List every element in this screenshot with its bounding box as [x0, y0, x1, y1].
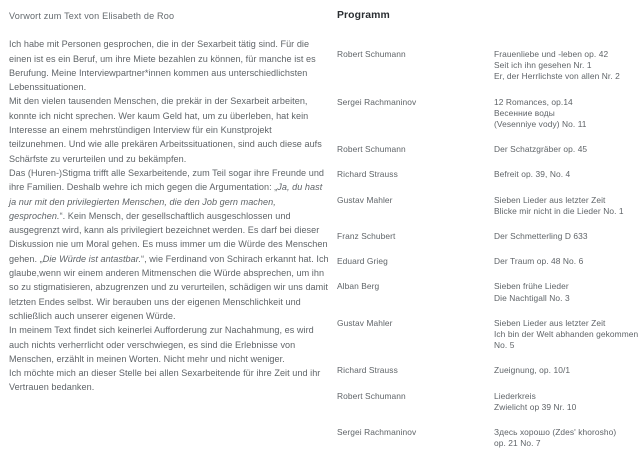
programm-column — [337, 9, 639, 463]
programm-composer: Robert Schumann — [337, 144, 406, 155]
programm-work-line: Sieben frühe Lieder — [494, 281, 569, 292]
programm-composer: Richard Strauss — [337, 169, 398, 180]
programm-composer: Richard Strauss — [337, 365, 398, 376]
programm-entry — [337, 427, 633, 449]
programm-work-line: 12 Romances, op.14 — [494, 96, 573, 107]
programm-works — [494, 427, 633, 449]
vorwort-text-run: “. Kein Mensch, der gesellschaftlich ausgeschlossen und ausgegrenzt wird, kann als privilegiert bezeichnet werden. Es darf bei dieser Diskussion nie um Moral gehen. Es muss immer um die Würde des Menschen gehen. „ — [9, 210, 328, 264]
programm-work-line: Здесь хорошо (Zdes' khorosho) — [494, 427, 617, 438]
programm-work-line: Der Schmetterling D 633 — [494, 231, 588, 242]
programm-work-line: Весенние воды — [494, 107, 555, 118]
programm-composer: Robert Schumann — [337, 49, 406, 59]
programm-work-line: Befreit op. 39, No. 4 — [494, 169, 571, 180]
programm-works — [494, 256, 633, 267]
programm-list — [337, 49, 639, 449]
programm-work-line: Sieben Lieder aus letzter Zeit — [494, 317, 606, 328]
programm-entry — [337, 169, 633, 180]
programm-works — [494, 97, 633, 131]
programm-composer: Sergei Rachmaninov — [337, 96, 417, 107]
programm-work-line: Sieben Lieder aus letzter Zeit — [494, 194, 606, 205]
programm-composer: Gustav Mahler — [337, 194, 393, 205]
programm-work-line: Der Traum op. 48 No. 6 — [494, 256, 584, 267]
programm-heading: Programm — [337, 10, 390, 21]
programm-works — [494, 144, 633, 155]
programm-entry — [337, 144, 633, 155]
programm-composer: Sergei Rachmaninov — [337, 427, 417, 438]
programm-entry — [337, 97, 633, 131]
programm-work-line: Die Nachtigall No. 3 — [494, 292, 570, 303]
vorwort-paragraph — [9, 366, 331, 395]
programm-works — [494, 281, 633, 303]
programm-works — [494, 231, 633, 242]
programm-composer: Gustav Mahler — [337, 317, 393, 328]
programm-entry — [337, 256, 633, 267]
vorwort-text-run: Mit den vielen tausenden Menschen, die prekär in der Sexarbeit arbeiten, konnte ich nicht sprechen. Wer kaum Geld hat, um zu überleben, hat kein Interesse an einem mehrstündigen Interview für ein Kunstprojekt teilzunehmen. Und wie alle prekären Arbeitssituationen, sind auch diese aufs Schärfste zu verurteilen und zu bekämpfen. — [9, 96, 322, 164]
programm-entry — [337, 195, 633, 217]
programm-work-line: Zueignung, op. 10/1 — [494, 365, 571, 376]
vorwort-column — [9, 9, 331, 395]
programm-works — [494, 391, 633, 413]
vorwort-text-run: Das (Huren-)Stigma trifft alle Sexarbeitende, zum Teil sogar ihre Freunde und ihre Familien. Deshalb wehre ich mich gegen die Argumentation: „ — [9, 167, 325, 193]
vorwort-quote-italic: Die Würde ist antastbar. — [42, 253, 142, 264]
programm-work-line: Der Schatzgräber op. 45 — [494, 144, 588, 155]
programm-work-line: Er, der Herrlichste von allen Nr. 2 — [494, 71, 620, 82]
programm-entry — [337, 391, 633, 413]
programm-composer: Franz Schubert — [337, 231, 396, 242]
programm-entry — [337, 281, 633, 303]
programm-works — [494, 169, 633, 180]
vorwort-body — [9, 37, 331, 394]
programm-entry — [337, 231, 633, 242]
programm-composer: Alban Berg — [337, 281, 380, 292]
programm-composer: Robert Schumann — [337, 390, 406, 401]
vorwort-paragraph — [9, 37, 331, 94]
programm-work-line: No. 5 — [494, 340, 515, 351]
programm-entry — [337, 49, 633, 83]
programm-work-line: Zwielicht op 39 Nr. 10 — [494, 401, 577, 412]
vorwort-text-run: Ich möchte mich an dieser Stelle bei allen Sexarbeitende für ihre Zeit und ihr Vertrauen bedanken. — [9, 368, 321, 393]
programm-work-line: Liederkreis — [494, 390, 536, 401]
vorwort-paragraph — [9, 166, 331, 323]
vorwort-text-run: “, wie Ferdinand von Schirach erkannt hat. Ich glaube,wenn wir einem anderen Mitmenschen die Würde absprechen, um ihn so zu stigmatisieren, abzugrenzen und zu verurteilen, schädigen wir uns damit letzten Endes selbst. Wir berauben uns der eigenen Menschlichkeit und schließlich auch unserer eigenen Würde. — [9, 253, 329, 321]
vorwort-paragraph — [9, 94, 331, 165]
programm-works — [494, 365, 633, 376]
vorwort-text-run: Ich habe mit Personen gesprochen, die in der Sexarbeit tätig sind. Für die einen ist es ein Beruf, um ihre Miete bezahlen zu können, für manche ist es Berufung. Meine Interviewpartner*innen kommen aus unterschiedlichsten Lebenssituationen. — [9, 39, 316, 93]
programm-works — [494, 49, 633, 83]
programm-works — [494, 195, 633, 217]
programm-composer: Eduard Grieg — [337, 256, 388, 267]
programm-works — [494, 318, 638, 352]
vorwort-quote-italic: Ja, du hast ja nur mit den privilegierten Menschen, die den Job gern machen, gesprochen. — [9, 182, 323, 221]
vorwort-text-run: In meinem Text findet sich keinerlei Aufforderung zur Nachahmung, es wird auch nichts verherrlicht oder verschwiegen, es sind die Erlebnisse von Menschen, erzählt in meinen Worten. Nicht mehr und nicht weniger. — [9, 325, 314, 364]
vorwort-paragraph — [9, 323, 331, 366]
programm-entry — [337, 317, 639, 352]
programm-work-line: Seit ich ihn gesehen Nr. 1 — [494, 60, 592, 71]
programm-entry — [337, 365, 633, 376]
programm-work-line: op. 21 No. 7 — [494, 438, 541, 449]
programm-work-line: Blicke mir nicht in die Lieder No. 1 — [494, 205, 624, 216]
programm-work-line: (Vesenniye vody) No. 11 — [494, 119, 587, 130]
vorwort-heading: Vorwort zum Text von Elisabeth de Roo — [9, 11, 175, 21]
programm-work-line: Frauenliebe und -leben op. 42 — [494, 49, 609, 59]
programm-work-line: Ich bin der Welt abhanden gekommen — [494, 329, 639, 340]
